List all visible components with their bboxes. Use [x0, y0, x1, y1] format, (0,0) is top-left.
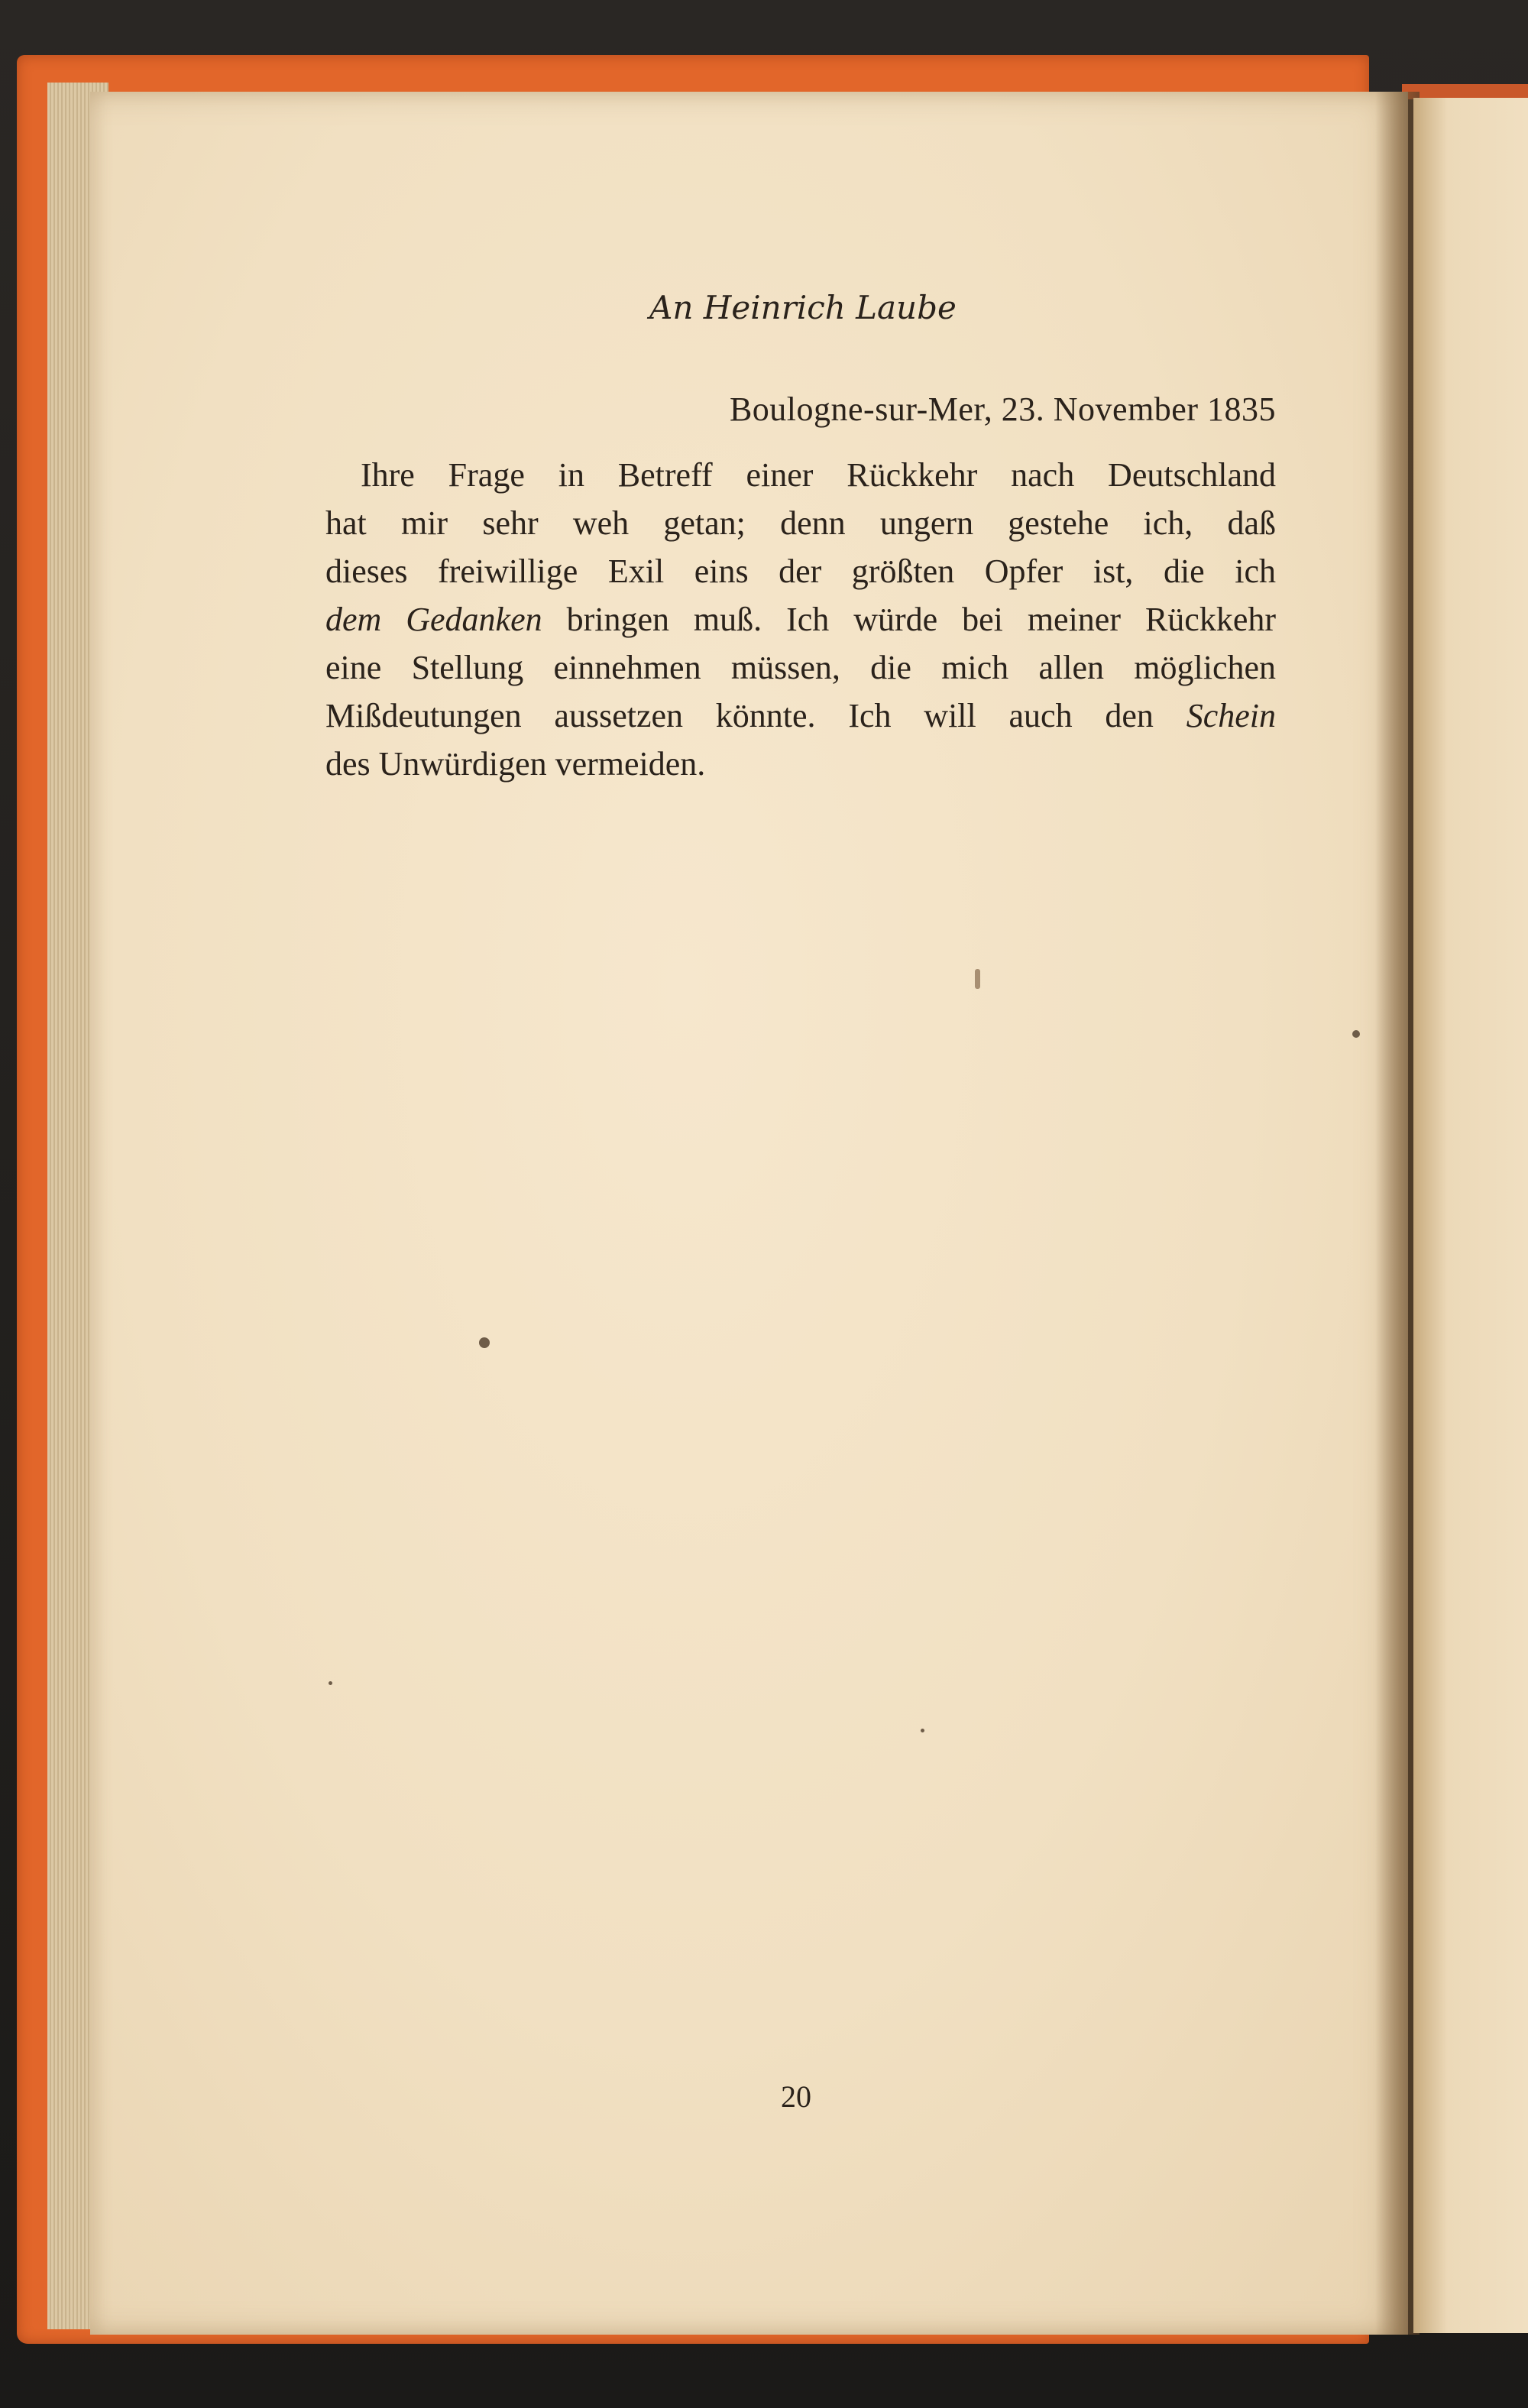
- body-text-segment: eine Stellung einnehmen müssen, die mich allen möglichen: [325, 649, 1276, 686]
- body-line: [325, 547, 1276, 595]
- body-text-segment: dieses freiwillige Exil eins der größten Opfer ist, die ich: [325, 553, 1276, 590]
- body-line: [325, 740, 1276, 788]
- body-text-segment: hat mir sehr weh getan; denn ungern gestehe ich, daß: [325, 504, 1276, 542]
- letter-heading: An Heinrich Laube: [649, 289, 957, 326]
- emphasis-text: dem Gedanken: [325, 601, 542, 638]
- body-text-segment: bringen muß. Ich würde bei meiner Rückkehr: [542, 601, 1276, 638]
- page-number: 20: [781, 2079, 811, 2114]
- letter-body: [325, 451, 1276, 788]
- body-line: [325, 692, 1276, 740]
- emphasis-text: Schein: [1186, 697, 1276, 734]
- body-text-segment: des Unwürdigen vermeiden.: [325, 745, 706, 783]
- paper-speck: [1352, 1030, 1360, 1038]
- body-line: [325, 643, 1276, 692]
- body-line: [325, 595, 1276, 643]
- body-text-segment: Mißdeutungen aussetzen könnte. Ich will auch den: [325, 697, 1186, 734]
- body-line: [325, 499, 1276, 547]
- facing-page: [1413, 98, 1528, 2333]
- paper-speck: [975, 969, 980, 989]
- paper-speck: [479, 1337, 490, 1348]
- body-line: [325, 451, 1276, 499]
- paper-speck: [329, 1681, 332, 1685]
- body-text-segment: Ihre Frage in Betreff einer Rückkehr nach Deutschland: [361, 456, 1276, 494]
- paper-speck: [921, 1729, 924, 1732]
- letter-dateline: Boulogne-sur-Mer, 23. November 1835: [729, 391, 1276, 428]
- facing-cover-edge: [1402, 84, 1528, 99]
